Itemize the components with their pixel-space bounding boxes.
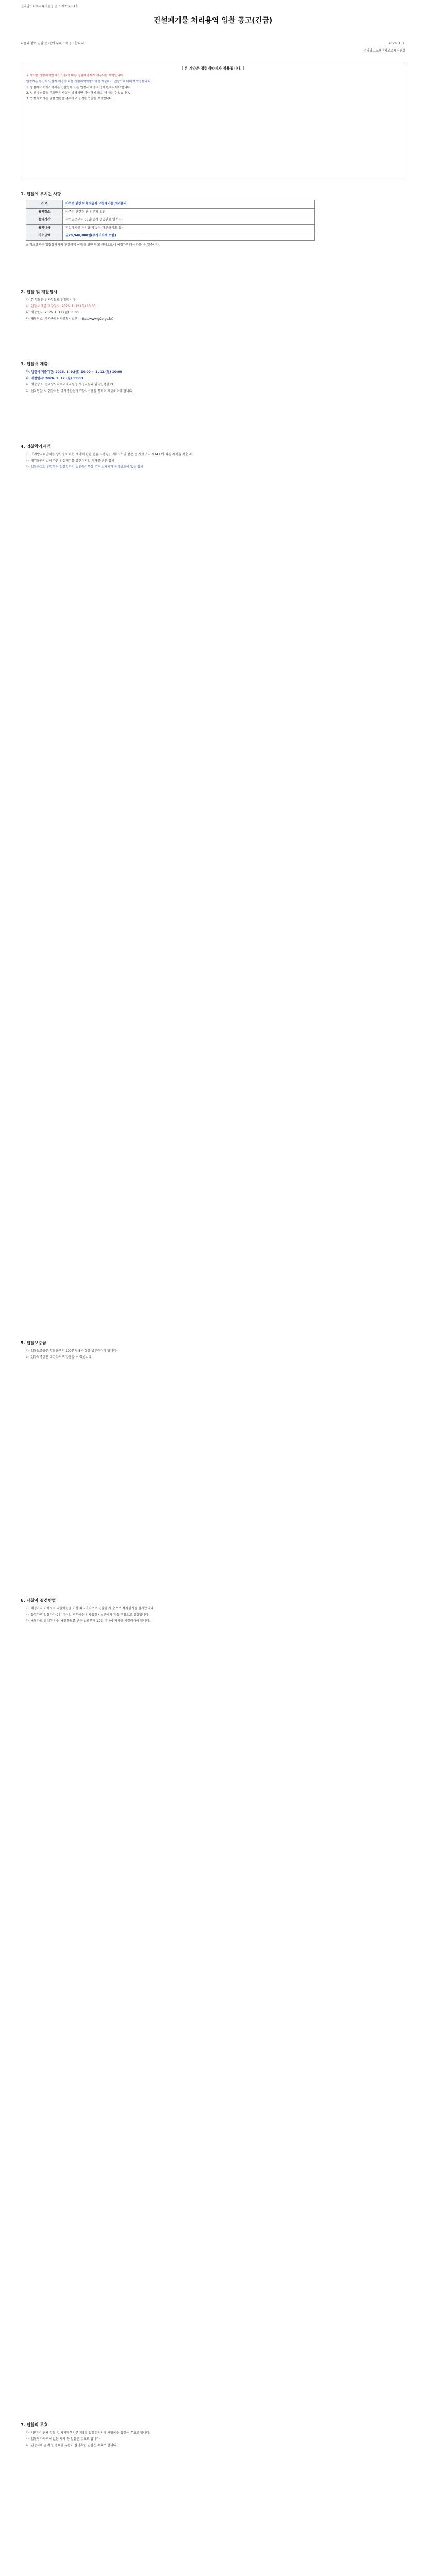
- table-header-cell: 용역내용: [26, 224, 63, 232]
- lead-text: 다음과 같이 입찰(전)문에 부치고자 공고합니다.: [21, 42, 85, 45]
- table-note: ※ 기초금액은 입찰참가자의 투찰금액 산정을 위한 참고 금액으로서 예정가격과는 다를 수 있습니다.: [26, 243, 160, 247]
- table-header-cell: 건 명: [26, 200, 63, 209]
- table-row: [26, 232, 315, 241]
- integrity-notice-line: ※ 계약은 지방계약법 제6조의2에 따른 청렴계약제가 적용되는 계약입니다.: [26, 74, 124, 78]
- table-cell: 나주정 관련된 관내 부지 일원: [63, 208, 315, 216]
- integrity-notice-title: [ 본 계약은 청렴계약제가 적용됩니다. ]: [181, 66, 245, 71]
- section-heading: 5. 입찰보증금: [21, 1341, 47, 1345]
- table-cell: 착수일로부터 60일(공사 준공완료 일까지): [63, 216, 315, 225]
- body-line: 다. 입찰서의 금액 등 중요한 부분이 불명확한 입찰은 무효로 합니다.: [26, 2444, 118, 2448]
- body-line: 라. 개찰장소: 국가종합전자조달시스템 (http://www.g2b.go.kr): [26, 317, 114, 321]
- integrity-notice-line: 1. 청렴계약 이행서약서는 입찰등록 또는 입찰시 해당 서명이 완료되어야 합니다.: [26, 86, 132, 89]
- body-line: 가. 입찰보증금은 입찰금액의 100분의 5 이상을 납부하여야 합니다.: [26, 1349, 118, 1353]
- body-line: 라. 전자입찰 시 입찰서는 국가종합전자조달시스템을 통하여 제출하여야 합니다.: [26, 389, 134, 393]
- body-line: 나. 입찰보증금은 지급각서로 갈음할 수 있습니다.: [26, 1355, 93, 1360]
- page-title: 건설폐기물 처리용역 입찰 공고(긴급): [153, 16, 273, 25]
- body-line: 다. 낙찰자로 결정된 자는 낙찰통보를 받은 날로부터 10일 이내에 계약을 체결하여야 합니다.: [26, 1619, 151, 1623]
- notice-number: 전라남도나주교육지원청 공고 제2026-1호: [21, 5, 79, 8]
- table-row: [26, 208, 315, 216]
- section-heading: 7. 입찰의 무효: [21, 2422, 48, 2427]
- body-line: 가. 입찰서 제출기간: 2026. 1. 9.(금) 10:00 ~ 1. 12.(월) 10:00: [26, 370, 122, 374]
- integrity-notice-line: 3. 입찰 참여자는 관련 법령을 준수하고 공정한 입찰을 보장합니다.: [26, 97, 113, 101]
- body-line: 가. 「지방자치단체를 당사자로 하는 계약에 관한 법률 시행령」 제13조 및 같은 법 시행규칙 제14조에 따른 자격을 갖춘 자: [26, 453, 192, 456]
- integrity-notice-line: 입찰자는 본인이 입찰자 예정가 따른 청렴계약이행서약을 제출하고 입찰서에 대하여 약정합니다.: [26, 80, 152, 83]
- table-row: [26, 200, 315, 209]
- body-line: 나. 동일가격 입찰자가 2인 이상일 경우에는 전자입찰시스템에서 자동 추첨으로 결정합니다.: [26, 1613, 150, 1617]
- table-row: [26, 224, 315, 232]
- table-header-cell: 용역기간: [26, 216, 63, 225]
- body-line: 나. 입찰서 제출 마감일시: 2026. 1. 12.(월) 10:00: [26, 304, 96, 309]
- body-line: 다. 개찰장소: 전라남도나주교육지원청 재정지원과 입찰집행관 PC: [26, 383, 114, 387]
- bid-info-table: [26, 200, 315, 241]
- body-line: 가. 본 입찰은 전자입찰로 진행합니다.: [26, 298, 77, 302]
- section-bid-submission: [21, 361, 405, 395]
- body-line: 다. 개찰일시: 2026. 1. 12.(월) 11:00: [26, 311, 79, 315]
- body-line: 나. 개찰일시: 2026. 1. 12.(월) 11:00: [26, 377, 83, 381]
- table-cell: 건설폐기물 처리량 약 1식 (폐콘크리트 등): [63, 224, 315, 232]
- integrity-notice-line: 2. 입찰시 뇌물을 주고받은 사실이 밝혀지면 계약 해제 또는 해지할 수 있습니다.: [26, 92, 130, 95]
- table-row: [26, 216, 315, 225]
- section-heading: 3. 입찰서 제출: [21, 362, 48, 366]
- section-invalid-bids: [21, 2421, 405, 2450]
- section-heading: 6. 낙찰자 결정방법: [21, 1598, 56, 1603]
- section-bid-items: [21, 191, 405, 249]
- section-eligibility: [21, 443, 405, 471]
- section-bid-bond: [21, 1340, 405, 1361]
- body-line: 나. 입찰참가자격이 없는 자가 한 입찰은 무효로 합니다.: [26, 2437, 101, 2442]
- integrity-notice-box: [21, 62, 405, 178]
- section-bid-schedule: [21, 289, 405, 323]
- section-award-method: [21, 1597, 405, 1625]
- body-line: 가. 지방자치단체 입찰 및 계약집행기준 제5장 입찰유의서에 해당하는 입찰은 무효로 합니다.: [26, 2431, 151, 2435]
- section-heading: 2. 입찰 및 개찰일시: [21, 290, 58, 294]
- table-header-cell: 기초금액: [26, 232, 63, 241]
- notice-date: 2026. 1. 7.: [388, 42, 405, 45]
- issuing-org: 전라남도교육청학교교육지원청: [363, 49, 405, 53]
- table-cell: 금29,940,000원(부가가치세 포함): [63, 232, 315, 241]
- section-heading: 4. 입찰참가자격: [21, 444, 51, 449]
- section-heading: 1. 입찰에 부치는 사항: [21, 192, 61, 196]
- table-header-cell: 용역장소: [26, 208, 63, 216]
- body-line: 나. 폐기물관리법에 따른 건설폐기물 중간처리업 허가를 받은 업체: [26, 459, 114, 463]
- table-cell: 나주정 관련된 협력공사 건설폐기물 처리용역: [63, 200, 315, 209]
- body-line: 가. 예정가격 이하로서 낙찰하한율 이상 최저가격으로 입찰한 자 순으로 적격심사를 실시합니다.: [26, 1607, 154, 1611]
- body-line: 다. 입찰공고일 전일부터 입찰일까지 법인등기부상 본점 소재지가 전라남도에 있는 업체: [26, 465, 143, 469]
